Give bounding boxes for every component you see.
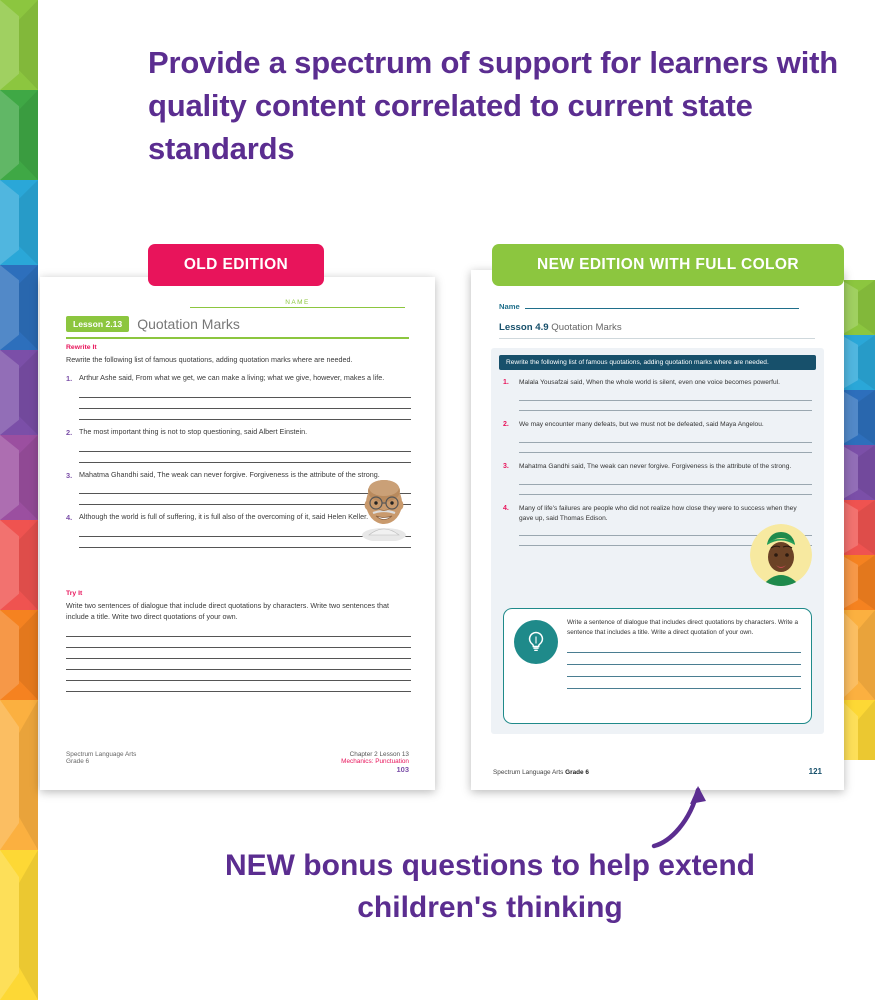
old-section-head-rewrite: Rewrite It	[66, 344, 97, 351]
old-name-rule	[190, 307, 405, 308]
answer-line	[79, 398, 411, 409]
answer-line	[519, 401, 812, 411]
new-name-rule	[525, 308, 799, 309]
question-text: Arthur Ashe said, From what we get, we can make a living; what we give, however, makes a life.	[79, 373, 411, 420]
question-item	[66, 427, 411, 463]
old-footer-standard: Mechanics: Punctuation	[341, 758, 409, 765]
badge-old-edition: OLD EDITION	[148, 244, 324, 286]
answer-line	[66, 648, 411, 659]
badge-new-edition: NEW EDITION WITH FULL COLOR	[492, 244, 844, 286]
question-item	[503, 420, 812, 453]
old-lesson-tag: Lesson 2.13	[66, 316, 129, 332]
answer-line	[519, 443, 812, 453]
bonus-directions: Write a sentence of dialogue that includes direct quotations by characters. Write a sentence that includes a title. Write a direct quotation of your own.	[567, 619, 799, 636]
answer-line	[66, 670, 411, 681]
question-text: Mahatma Ghandhi said, The weak can never forgive. Forgiveness is the attribute of the strong.	[79, 470, 411, 506]
bonus-answer-lines	[567, 641, 801, 689]
new-worksheet-panel	[491, 348, 824, 734]
color-segment	[0, 350, 38, 435]
color-segment	[841, 335, 875, 390]
maya-angelou-portrait-icon	[750, 524, 812, 586]
old-tryit-section	[66, 589, 411, 692]
new-lesson-tag: Lesson 4.9	[499, 322, 549, 333]
old-name-label: NAME	[285, 299, 310, 306]
answer-line	[567, 677, 801, 689]
old-footer	[66, 751, 409, 774]
old-footer-source: Spectrum Language Arts	[66, 751, 137, 758]
answer-line	[567, 641, 801, 653]
new-footer	[493, 767, 822, 776]
color-segment	[0, 0, 38, 90]
question-text: We may encounter many defeats, but we must not be defeated, said Maya Angelou.	[519, 420, 812, 453]
question-number: 3.	[503, 462, 509, 470]
color-segment	[0, 610, 38, 700]
question-number: 4.	[503, 504, 509, 512]
old-footer-chapter: Chapter 2 Lesson 13	[349, 751, 409, 758]
old-section-head-tryit: Try It	[66, 590, 83, 597]
question-item	[503, 462, 812, 495]
answer-line	[66, 626, 411, 637]
color-segment	[0, 265, 38, 350]
gandhi-portrait-icon	[349, 469, 419, 541]
old-name-field	[190, 299, 405, 308]
question-text: Malala Yousafzai said, When the whole world is silent, even one voice becomes powerful.	[519, 378, 812, 411]
answer-line	[66, 681, 411, 692]
color-segment	[841, 555, 875, 610]
bonus-question-box	[503, 608, 812, 724]
color-segment	[841, 610, 875, 700]
new-edition-worksheet	[471, 270, 844, 790]
new-name-label: Name	[499, 302, 520, 311]
answer-line	[519, 433, 812, 443]
question-item	[503, 378, 812, 411]
answer-line	[79, 387, 411, 398]
color-segment	[841, 500, 875, 555]
new-footer-left	[493, 769, 589, 776]
old-title-underline	[66, 337, 409, 339]
color-segment	[0, 180, 38, 265]
old-footer-grade: Grade 6	[66, 758, 90, 765]
answer-line	[79, 452, 411, 463]
old-lesson-header	[66, 316, 409, 332]
old-lesson-title: Quotation Marks	[137, 316, 240, 332]
old-directions: Rewrite the following list of famous quotations, adding quotation marks where are needed.	[66, 355, 353, 365]
old-edition-worksheet	[40, 277, 435, 790]
question-text: Although the world is full of suffering, it is full also of the overcoming of it, said Helen Keller.	[79, 512, 411, 548]
old-footer-left	[66, 751, 136, 774]
old-page-inner	[40, 277, 435, 790]
new-page-number: 121	[808, 767, 822, 776]
question-number: 1.	[503, 379, 509, 386]
color-segment	[841, 390, 875, 445]
answer-line	[567, 653, 801, 665]
question-text: The most important thing is not to stop questioning, said Albert Einstein.	[79, 427, 411, 463]
new-footer-source: Spectrum Language Arts	[493, 769, 564, 776]
answer-line	[567, 665, 801, 677]
new-directions-bar: Rewrite the following list of famous quotations, adding quotation marks where are needed.	[499, 355, 816, 370]
new-footer-grade: Grade 6	[565, 769, 589, 776]
page-title: Provide a spectrum of support for learners with quality content correlated to current state standards	[148, 45, 838, 166]
answer-line	[519, 391, 812, 401]
color-segment	[0, 850, 38, 1000]
old-footer-right	[341, 751, 409, 774]
color-segment	[0, 435, 38, 520]
old-page-number: 103	[396, 765, 409, 774]
color-segment	[0, 520, 38, 610]
color-segment	[0, 700, 38, 850]
question-number: 2.	[503, 420, 509, 428]
left-color-strip	[0, 0, 38, 1000]
answer-line	[66, 637, 411, 648]
question-number: 3.	[66, 470, 73, 480]
color-segment	[841, 700, 875, 760]
answer-line	[79, 409, 411, 420]
new-name-field	[499, 302, 799, 311]
old-try-directions: Write two sentences of dialogue that include direct quotations by characters. Write two sentences that include a title. Write two direct quotations of your own.	[66, 601, 389, 621]
curved-arrow-icon	[640, 780, 720, 850]
bottom-caption: NEW bonus questions to help extend children's thinking	[224, 849, 755, 924]
right-color-strip	[841, 280, 875, 760]
color-segment	[841, 445, 875, 500]
question-number: 4.	[66, 513, 73, 523]
answer-line	[519, 485, 812, 495]
question-item	[66, 373, 411, 420]
answer-line	[66, 659, 411, 670]
lightbulb-icon	[514, 620, 558, 664]
answer-line	[79, 441, 411, 452]
answer-line	[519, 475, 812, 485]
question-number: 2.	[66, 427, 73, 437]
new-page-inner	[471, 270, 844, 790]
question-text: Mahatma Gandhi said, The weak can never forgive. Forgiveness is the attribute of the strong.	[519, 462, 812, 495]
question-number: 1.	[66, 373, 73, 383]
new-title-underline	[499, 338, 815, 339]
bonus-content	[567, 618, 801, 714]
new-lesson-title: Quotation Marks	[551, 322, 622, 333]
question-text: Many of life's failures are people who did not realize how close they were to success when they gave up, said Thomas Edison.	[519, 504, 812, 547]
old-try-answer-lines	[66, 626, 411, 692]
new-lesson-header	[499, 322, 622, 333]
color-segment	[0, 90, 38, 180]
color-segment	[841, 280, 875, 335]
